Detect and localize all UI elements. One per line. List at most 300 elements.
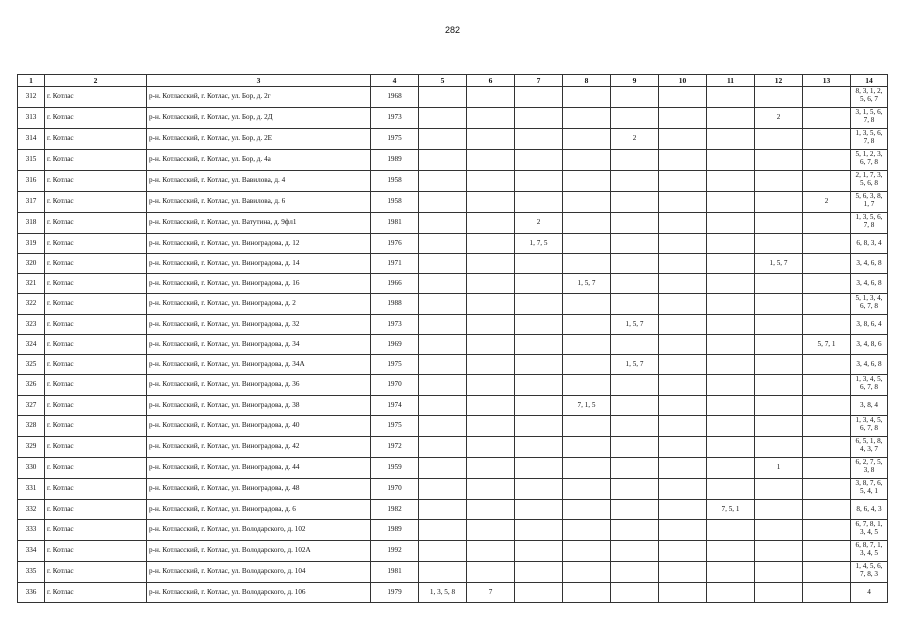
column-6-cell	[467, 375, 515, 396]
address-cell: р-н. Котласский, г. Котлас, ул. Володарского, д. 104	[147, 562, 371, 583]
address-cell: р-н. Котласский, г. Котлас, ул. Володарского, д. 102А	[147, 541, 371, 562]
row-number-cell: 324	[18, 335, 45, 355]
row-number-cell: 326	[18, 375, 45, 396]
column-7-cell	[515, 355, 563, 375]
column-7-cell	[515, 396, 563, 416]
column-8-cell: 7, 1, 5	[563, 396, 611, 416]
column-13-cell	[803, 171, 851, 192]
column-14-cell: 3, 4, 6, 8	[851, 355, 888, 375]
year-cell: 1976	[371, 234, 419, 254]
address-cell: р-н. Котласский, г. Котлас, ул. Виноградова, д. 38	[147, 396, 371, 416]
column-5-cell	[419, 355, 467, 375]
column-11-cell	[707, 520, 755, 541]
city-cell: г. Котлас	[45, 294, 147, 315]
column-12-cell	[755, 87, 803, 108]
table-row	[18, 234, 888, 254]
column-10-cell	[659, 294, 707, 315]
column-6-cell	[467, 416, 515, 437]
column-14-cell: 6, 5, 1, 8, 4, 3, 7	[851, 437, 888, 458]
column-14-cell: 6, 2, 7, 5, 3, 8	[851, 458, 888, 479]
column-13-cell	[803, 500, 851, 520]
column-7-cell	[515, 274, 563, 294]
city-cell: г. Котлас	[45, 315, 147, 335]
column-5-cell	[419, 416, 467, 437]
column-5-cell: 1, 3, 5, 8	[419, 583, 467, 603]
column-9-cell: 1, 5, 7	[611, 355, 659, 375]
address-cell: р-н. Котласский, г. Котлас, ул. Володарского, д. 106	[147, 583, 371, 603]
row-number-cell: 314	[18, 129, 45, 150]
column-header-4: 4	[371, 75, 419, 87]
column-header-12: 12	[755, 75, 803, 87]
city-cell: г. Котлас	[45, 375, 147, 396]
city-cell: г. Котлас	[45, 520, 147, 541]
column-5-cell	[419, 562, 467, 583]
column-8-cell	[563, 335, 611, 355]
column-9-cell	[611, 274, 659, 294]
column-12-cell	[755, 375, 803, 396]
column-9-cell	[611, 150, 659, 171]
column-8-cell	[563, 541, 611, 562]
address-cell: р-н. Котласский, г. Котлас, ул. Виноградова, д. 34А	[147, 355, 371, 375]
year-cell: 1974	[371, 396, 419, 416]
address-cell: р-н. Котласский, г. Котлас, ул. Бор, д. 4а	[147, 150, 371, 171]
year-cell: 1975	[371, 416, 419, 437]
address-cell: р-н. Котласский, г. Котлас, ул. Володарского, д. 102	[147, 520, 371, 541]
column-13-cell	[803, 274, 851, 294]
column-6-cell	[467, 234, 515, 254]
column-14-cell: 8, 3, 1, 2, 5, 6, 7	[851, 87, 888, 108]
city-cell: г. Котлас	[45, 500, 147, 520]
column-11-cell	[707, 396, 755, 416]
table-row	[18, 150, 888, 171]
column-11-cell	[707, 87, 755, 108]
column-7-cell	[515, 150, 563, 171]
table-row	[18, 562, 888, 583]
column-7-cell	[515, 335, 563, 355]
column-10-cell	[659, 192, 707, 213]
year-cell: 1968	[371, 87, 419, 108]
address-cell: р-н. Котласский, г. Котлас, ул. Виноградова, д. 34	[147, 335, 371, 355]
column-14-cell: 6, 7, 8, 1, 3, 4, 5	[851, 520, 888, 541]
address-cell: р-н. Котласский, г. Котлас, ул. Виноградова, д. 2	[147, 294, 371, 315]
column-8-cell	[563, 416, 611, 437]
column-9-cell	[611, 213, 659, 234]
column-7-cell	[515, 458, 563, 479]
column-header-5: 5	[419, 75, 467, 87]
column-7-cell	[515, 500, 563, 520]
column-12-cell	[755, 396, 803, 416]
table-row	[18, 87, 888, 108]
column-6-cell	[467, 335, 515, 355]
row-number-cell: 318	[18, 213, 45, 234]
column-14-cell: 1, 4, 5, 6, 7, 8, 3	[851, 562, 888, 583]
table-row	[18, 171, 888, 192]
column-11-cell	[707, 150, 755, 171]
column-7-cell	[515, 171, 563, 192]
column-6-cell	[467, 437, 515, 458]
column-6-cell	[467, 87, 515, 108]
address-cell: р-н. Котласский, г. Котлас, ул. Ватутина, д. 9фл1	[147, 213, 371, 234]
column-11-cell	[707, 108, 755, 129]
column-11-cell	[707, 294, 755, 315]
column-header-14: 14	[851, 75, 888, 87]
column-5-cell	[419, 315, 467, 335]
row-number-cell: 325	[18, 355, 45, 375]
column-13-cell	[803, 375, 851, 396]
row-number-cell: 317	[18, 192, 45, 213]
column-14-cell: 5, 6, 3, 8, 1, 7	[851, 192, 888, 213]
column-9-cell	[611, 294, 659, 315]
column-7-cell	[515, 416, 563, 437]
column-11-cell	[707, 355, 755, 375]
address-cell: р-н. Котласский, г. Котлас, ул. Виноградова, д. 36	[147, 375, 371, 396]
column-6-cell	[467, 520, 515, 541]
column-14-cell: 3, 8, 6, 4	[851, 315, 888, 335]
column-6-cell	[467, 479, 515, 500]
column-8-cell	[563, 87, 611, 108]
city-cell: г. Котлас	[45, 213, 147, 234]
column-9-cell: 1, 5, 7	[611, 315, 659, 335]
table-row	[18, 437, 888, 458]
year-cell: 1973	[371, 108, 419, 129]
column-5-cell	[419, 458, 467, 479]
year-cell: 1981	[371, 213, 419, 234]
column-13-cell: 2	[803, 192, 851, 213]
column-10-cell	[659, 479, 707, 500]
column-12-cell	[755, 437, 803, 458]
column-7-cell	[515, 479, 563, 500]
column-13-cell	[803, 437, 851, 458]
row-number-cell: 328	[18, 416, 45, 437]
column-header-7: 7	[515, 75, 563, 87]
column-11-cell	[707, 541, 755, 562]
table-row	[18, 416, 888, 437]
address-cell: р-н. Котласский, г. Котлас, ул. Бор, д. 2Е	[147, 129, 371, 150]
column-7-cell	[515, 108, 563, 129]
table-row	[18, 458, 888, 479]
column-6-cell	[467, 315, 515, 335]
column-14-cell: 3, 8, 4	[851, 396, 888, 416]
column-13-cell	[803, 294, 851, 315]
city-cell: г. Котлас	[45, 562, 147, 583]
address-cell: р-н. Котласский, г. Котлас, ул. Виноградова, д. 16	[147, 274, 371, 294]
column-5-cell	[419, 254, 467, 274]
column-11-cell	[707, 562, 755, 583]
column-6-cell	[467, 171, 515, 192]
city-cell: г. Котлас	[45, 171, 147, 192]
column-9-cell	[611, 583, 659, 603]
column-9-cell	[611, 234, 659, 254]
column-8-cell	[563, 437, 611, 458]
address-cell: р-н. Котласский, г. Котлас, ул. Бор, д. 2Д	[147, 108, 371, 129]
column-5-cell	[419, 87, 467, 108]
column-7-cell	[515, 562, 563, 583]
column-13-cell	[803, 129, 851, 150]
column-12-cell	[755, 500, 803, 520]
column-10-cell	[659, 416, 707, 437]
column-5-cell	[419, 396, 467, 416]
table-row	[18, 583, 888, 603]
column-13-cell	[803, 396, 851, 416]
column-14-cell: 3, 4, 6, 8	[851, 274, 888, 294]
column-header-11: 11	[707, 75, 755, 87]
column-6-cell	[467, 274, 515, 294]
column-10-cell	[659, 562, 707, 583]
column-6-cell	[467, 562, 515, 583]
table-row	[18, 108, 888, 129]
year-cell: 1979	[371, 583, 419, 603]
column-11-cell	[707, 583, 755, 603]
column-6-cell	[467, 254, 515, 274]
column-11-cell	[707, 274, 755, 294]
city-cell: г. Котлас	[45, 254, 147, 274]
column-9-cell	[611, 171, 659, 192]
year-cell: 1973	[371, 315, 419, 335]
column-14-cell: 1, 3, 4, 5, 6, 7, 8	[851, 375, 888, 396]
column-10-cell	[659, 234, 707, 254]
year-cell: 1975	[371, 355, 419, 375]
row-number-cell: 322	[18, 294, 45, 315]
column-14-cell: 3, 1, 5, 6, 7, 8	[851, 108, 888, 129]
column-14-cell: 3, 4, 6, 8	[851, 254, 888, 274]
column-5-cell	[419, 234, 467, 254]
header-row	[18, 75, 888, 87]
row-number-cell: 334	[18, 541, 45, 562]
column-13-cell	[803, 234, 851, 254]
column-8-cell	[563, 355, 611, 375]
year-cell: 1966	[371, 274, 419, 294]
column-6-cell	[467, 129, 515, 150]
column-8-cell	[563, 129, 611, 150]
address-cell: р-н. Котласский, г. Котлас, ул. Вавилова, д. 6	[147, 192, 371, 213]
column-11-cell	[707, 171, 755, 192]
column-9-cell: 2	[611, 129, 659, 150]
column-12-cell	[755, 562, 803, 583]
column-14-cell: 2, 1, 7, 3, 5, 6, 8	[851, 171, 888, 192]
column-5-cell	[419, 520, 467, 541]
address-cell: р-н. Котласский, г. Котлас, ул. Виноградова, д. 6	[147, 500, 371, 520]
column-6-cell	[467, 541, 515, 562]
column-10-cell	[659, 458, 707, 479]
row-number-cell: 316	[18, 171, 45, 192]
table-row	[18, 335, 888, 355]
column-5-cell	[419, 129, 467, 150]
year-cell: 1975	[371, 129, 419, 150]
address-cell: р-н. Котласский, г. Котлас, ул. Бор, д. 2г	[147, 87, 371, 108]
address-cell: р-н. Котласский, г. Котлас, ул. Виноградова, д. 32	[147, 315, 371, 335]
column-7-cell	[515, 129, 563, 150]
column-14-cell: 3, 8, 7, 6, 5, 4, 1	[851, 479, 888, 500]
column-10-cell	[659, 129, 707, 150]
city-cell: г. Котлас	[45, 108, 147, 129]
column-6-cell	[467, 500, 515, 520]
column-7-cell	[515, 437, 563, 458]
column-13-cell	[803, 479, 851, 500]
column-13-cell	[803, 150, 851, 171]
column-12-cell	[755, 479, 803, 500]
column-9-cell	[611, 562, 659, 583]
column-11-cell	[707, 458, 755, 479]
row-number-cell: 329	[18, 437, 45, 458]
address-cell: р-н. Котласский, г. Котлас, ул. Виноградова, д. 12	[147, 234, 371, 254]
column-8-cell	[563, 150, 611, 171]
city-cell: г. Котлас	[45, 192, 147, 213]
column-12-cell	[755, 129, 803, 150]
column-13-cell	[803, 254, 851, 274]
column-9-cell	[611, 500, 659, 520]
column-14-cell: 1, 3, 4, 5, 6, 7, 8	[851, 416, 888, 437]
address-cell: р-н. Котласский, г. Котлас, ул. Вавилова, д. 4	[147, 171, 371, 192]
column-12-cell	[755, 171, 803, 192]
column-6-cell	[467, 150, 515, 171]
column-14-cell: 6, 8, 7, 1, 3, 4, 5	[851, 541, 888, 562]
year-cell: 1992	[371, 541, 419, 562]
year-cell: 1981	[371, 562, 419, 583]
year-cell: 1958	[371, 192, 419, 213]
column-10-cell	[659, 355, 707, 375]
year-cell: 1971	[371, 254, 419, 274]
column-8-cell	[563, 520, 611, 541]
address-cell: р-н. Котласский, г. Котлас, ул. Виноградова, д. 42	[147, 437, 371, 458]
column-header-6: 6	[467, 75, 515, 87]
city-cell: г. Котлас	[45, 234, 147, 254]
column-5-cell	[419, 150, 467, 171]
city-cell: г. Котлас	[45, 458, 147, 479]
table-row	[18, 192, 888, 213]
column-12-cell	[755, 335, 803, 355]
column-12-cell	[755, 234, 803, 254]
row-number-cell: 331	[18, 479, 45, 500]
column-10-cell	[659, 500, 707, 520]
table-row	[18, 315, 888, 335]
column-8-cell	[563, 254, 611, 274]
column-12-cell	[755, 355, 803, 375]
row-number-cell: 336	[18, 583, 45, 603]
column-9-cell	[611, 437, 659, 458]
year-cell: 1988	[371, 294, 419, 315]
column-10-cell	[659, 171, 707, 192]
table-row	[18, 375, 888, 396]
column-14-cell: 5, 1, 2, 3, 6, 7, 8	[851, 150, 888, 171]
column-10-cell	[659, 541, 707, 562]
column-8-cell: 1, 5, 7	[563, 274, 611, 294]
table-row	[18, 213, 888, 234]
city-cell: г. Котлас	[45, 87, 147, 108]
column-10-cell	[659, 396, 707, 416]
city-cell: г. Котлас	[45, 437, 147, 458]
column-5-cell	[419, 108, 467, 129]
year-cell: 1969	[371, 335, 419, 355]
city-cell: г. Котлас	[45, 129, 147, 150]
column-13-cell	[803, 416, 851, 437]
column-8-cell	[563, 458, 611, 479]
column-14-cell: 4	[851, 583, 888, 603]
column-14-cell: 8, 6, 4, 3	[851, 500, 888, 520]
column-7-cell	[515, 294, 563, 315]
column-13-cell	[803, 541, 851, 562]
row-number-cell: 333	[18, 520, 45, 541]
year-cell: 1959	[371, 458, 419, 479]
table-header	[18, 75, 888, 87]
column-13-cell	[803, 108, 851, 129]
year-cell: 1989	[371, 520, 419, 541]
column-header-1: 1	[18, 75, 45, 87]
row-number-cell: 313	[18, 108, 45, 129]
column-5-cell	[419, 541, 467, 562]
row-number-cell: 320	[18, 254, 45, 274]
city-cell: г. Котлас	[45, 396, 147, 416]
column-9-cell	[611, 416, 659, 437]
column-5-cell	[419, 192, 467, 213]
column-12-cell	[755, 416, 803, 437]
row-number-cell: 315	[18, 150, 45, 171]
row-number-cell: 327	[18, 396, 45, 416]
address-cell: р-н. Котласский, г. Котлас, ул. Виноградова, д. 44	[147, 458, 371, 479]
table-row	[18, 396, 888, 416]
column-7-cell	[515, 520, 563, 541]
table-row	[18, 355, 888, 375]
column-7-cell	[515, 315, 563, 335]
column-12-cell	[755, 150, 803, 171]
column-9-cell	[611, 458, 659, 479]
column-14-cell: 1, 3, 5, 6, 7, 8	[851, 129, 888, 150]
column-9-cell	[611, 254, 659, 274]
column-6-cell	[467, 355, 515, 375]
year-cell: 1958	[371, 171, 419, 192]
year-cell: 1970	[371, 479, 419, 500]
column-7-cell	[515, 254, 563, 274]
city-cell: г. Котлас	[45, 355, 147, 375]
column-8-cell	[563, 479, 611, 500]
column-7-cell: 2	[515, 213, 563, 234]
city-cell: г. Котлас	[45, 479, 147, 500]
column-5-cell	[419, 274, 467, 294]
address-cell: р-н. Котласский, г. Котлас, ул. Виноградова, д. 48	[147, 479, 371, 500]
column-10-cell	[659, 108, 707, 129]
column-8-cell	[563, 213, 611, 234]
column-header-9: 9	[611, 75, 659, 87]
column-13-cell	[803, 315, 851, 335]
column-11-cell: 7, 5, 1	[707, 500, 755, 520]
column-14-cell: 5, 1, 3, 4, 6, 7, 8	[851, 294, 888, 315]
column-9-cell	[611, 192, 659, 213]
column-5-cell	[419, 335, 467, 355]
column-11-cell	[707, 192, 755, 213]
column-header-3: 3	[147, 75, 371, 87]
column-12-cell	[755, 583, 803, 603]
row-number-cell: 332	[18, 500, 45, 520]
column-header-2: 2	[45, 75, 147, 87]
column-8-cell	[563, 375, 611, 396]
column-6-cell	[467, 458, 515, 479]
city-cell: г. Котлас	[45, 335, 147, 355]
city-cell: г. Котлас	[45, 274, 147, 294]
column-6-cell	[467, 192, 515, 213]
column-11-cell	[707, 315, 755, 335]
column-11-cell	[707, 213, 755, 234]
column-13-cell	[803, 355, 851, 375]
column-12-cell	[755, 213, 803, 234]
column-8-cell	[563, 315, 611, 335]
column-12-cell	[755, 541, 803, 562]
column-5-cell	[419, 171, 467, 192]
table-row	[18, 520, 888, 541]
column-10-cell	[659, 335, 707, 355]
column-11-cell	[707, 234, 755, 254]
column-6-cell: 7	[467, 583, 515, 603]
row-number-cell: 323	[18, 315, 45, 335]
year-cell: 1989	[371, 150, 419, 171]
